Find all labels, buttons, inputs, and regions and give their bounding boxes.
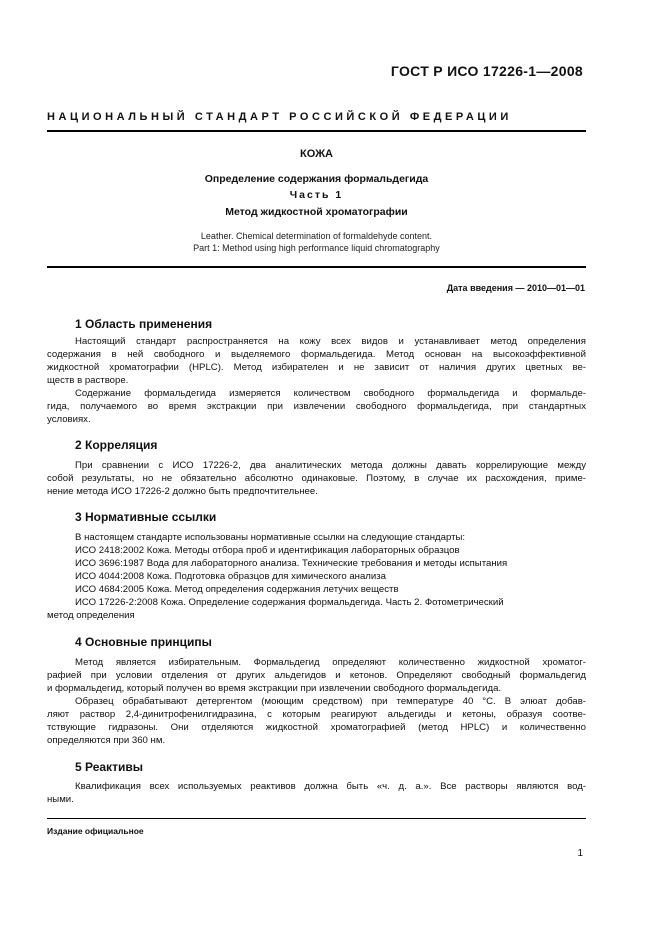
title-part: Часть 1 <box>289 189 344 201</box>
section-5-heading: 5 Реактивы <box>75 760 143 774</box>
section-3-heading: 3 Нормативные ссылки <box>75 510 217 524</box>
section-4-paragraph-1 <box>47 656 586 695</box>
reference-item-continuation: метод определения <box>47 610 135 621</box>
normative-references-list <box>47 531 508 622</box>
text-line: жидкостной хроматографии (HPLC). Метод избирателен и не зависит от наличия других цветных ве- <box>47 362 586 373</box>
text-line: нение метода ИСО 17226-2 должно быть предпочтительнее. <box>47 486 318 497</box>
page-number: 1 <box>577 848 583 859</box>
text-line: Образец обрабатывают детергентом (моющим средством) при температуре 40 °С. В элюат добав- <box>75 696 586 707</box>
section-2-heading: 2 Корреляция <box>75 438 158 452</box>
title-main: КОЖА <box>299 148 333 160</box>
title-divider <box>47 266 586 268</box>
reference-item: ИСО 3696:1987 Вода для лабораторного анализа. Технические требования и методы испытания <box>75 558 508 569</box>
english-title-line2: Part 1: Method using high performance liquid chromatography <box>193 243 440 253</box>
title-method: Метод жидкостной хроматографии <box>225 206 408 218</box>
text-line: ществ в растворе. <box>47 375 129 386</box>
text-line: условиях. <box>47 414 91 425</box>
text-line: тствующие гидразоны. Они отделяются жидкостной хроматографией (метод HPLC) и количественно <box>47 722 586 733</box>
text-line: и формальдегид, который получен во время экстракции при извлечении свободного формальдегида. <box>47 683 502 694</box>
title-subtitle: Определение содержания формальдегида <box>204 173 429 185</box>
section-4-heading: 4 Основные принципы <box>75 635 212 649</box>
text-line: ляют раствор 2,4-динитрофенилгидразина, с которым реагируют альдегиды и кетоны, образуя соотве- <box>47 709 586 720</box>
section-2-paragraph-1 <box>47 459 586 498</box>
document-code: ГОСТ Р ИСО 17226-1—2008 <box>390 63 583 79</box>
text-line: Метод является избирательным. Формальдегид определяют количественно жидкостной хроматог- <box>75 657 586 668</box>
section-1-heading: 1 Область применения <box>75 317 213 331</box>
text-line: ными. <box>47 794 74 805</box>
section-1-paragraph-2 <box>47 387 586 426</box>
reference-item: ИСО 4044:2008 Кожа. Подготовка образцов для химического анализа <box>75 571 386 582</box>
text-line: Настоящий стандарт распространяется на кожу всех видов и устанавливает метод определения <box>75 336 586 347</box>
section-4-paragraph-2 <box>47 695 586 747</box>
official-edition-label: Издание официальное <box>47 826 144 836</box>
references-intro: В настоящем стандарте использованы нормативные ссылки на следующие стандарты: <box>75 532 466 543</box>
footer-divider <box>47 818 586 819</box>
english-title-line1: Leather. Chemical determination of formaldehyde content. <box>200 231 433 241</box>
reference-item: ИСО 4684:2005 Кожа. Метод определения содержания летучих веществ <box>75 584 399 595</box>
text-line: содержания в ней свободного и выделяемого формальдегида. Метод основан на высокоэффективной <box>47 349 586 360</box>
reference-item: ИСО 17226-2:2008 Кожа. Определение содержания формальдегида. Часть 2. Фотометрический <box>75 597 504 608</box>
text-line: При сравнении с ИСО 17226-2, два аналитических метода должны давать коррелирующие между <box>75 460 586 471</box>
text-line: собой результаты, но не обязательно абсолютно одинаковые. Поэтому, в случае их расхождения, приме- <box>47 473 586 484</box>
reference-item: ИСО 2418:2002 Кожа. Методы отбора проб и идентификация лабораторных образцов <box>75 545 460 556</box>
text-line: гида, получаемого во время экстракции при извлечении свободного формальдегида, при стандартных <box>47 401 586 412</box>
text-line: определяются при 360 нм. <box>47 735 166 746</box>
text-line: Содержание формальдегида измеряется количеством свободного формальдегида и формальде- <box>75 388 586 399</box>
section-1-paragraph-1 <box>47 335 586 387</box>
introduction-date: Дата введения — 2010—01—01 <box>446 283 585 293</box>
text-line: рафией при условии отделения от других альдегидов и кетонов. Определяют свободный формальдегид <box>47 670 586 681</box>
top-divider <box>47 130 586 132</box>
national-standard-banner: НАЦИОНАЛЬНЫЙ СТАНДАРТ РОССИЙСКОЙ ФЕДЕРАЦИИ <box>47 111 512 123</box>
section-5-paragraph-1 <box>47 780 586 806</box>
text-line: Квалификация всех используемых реактивов должна быть «ч. д. а.». Все растворы являются вод- <box>75 781 586 792</box>
